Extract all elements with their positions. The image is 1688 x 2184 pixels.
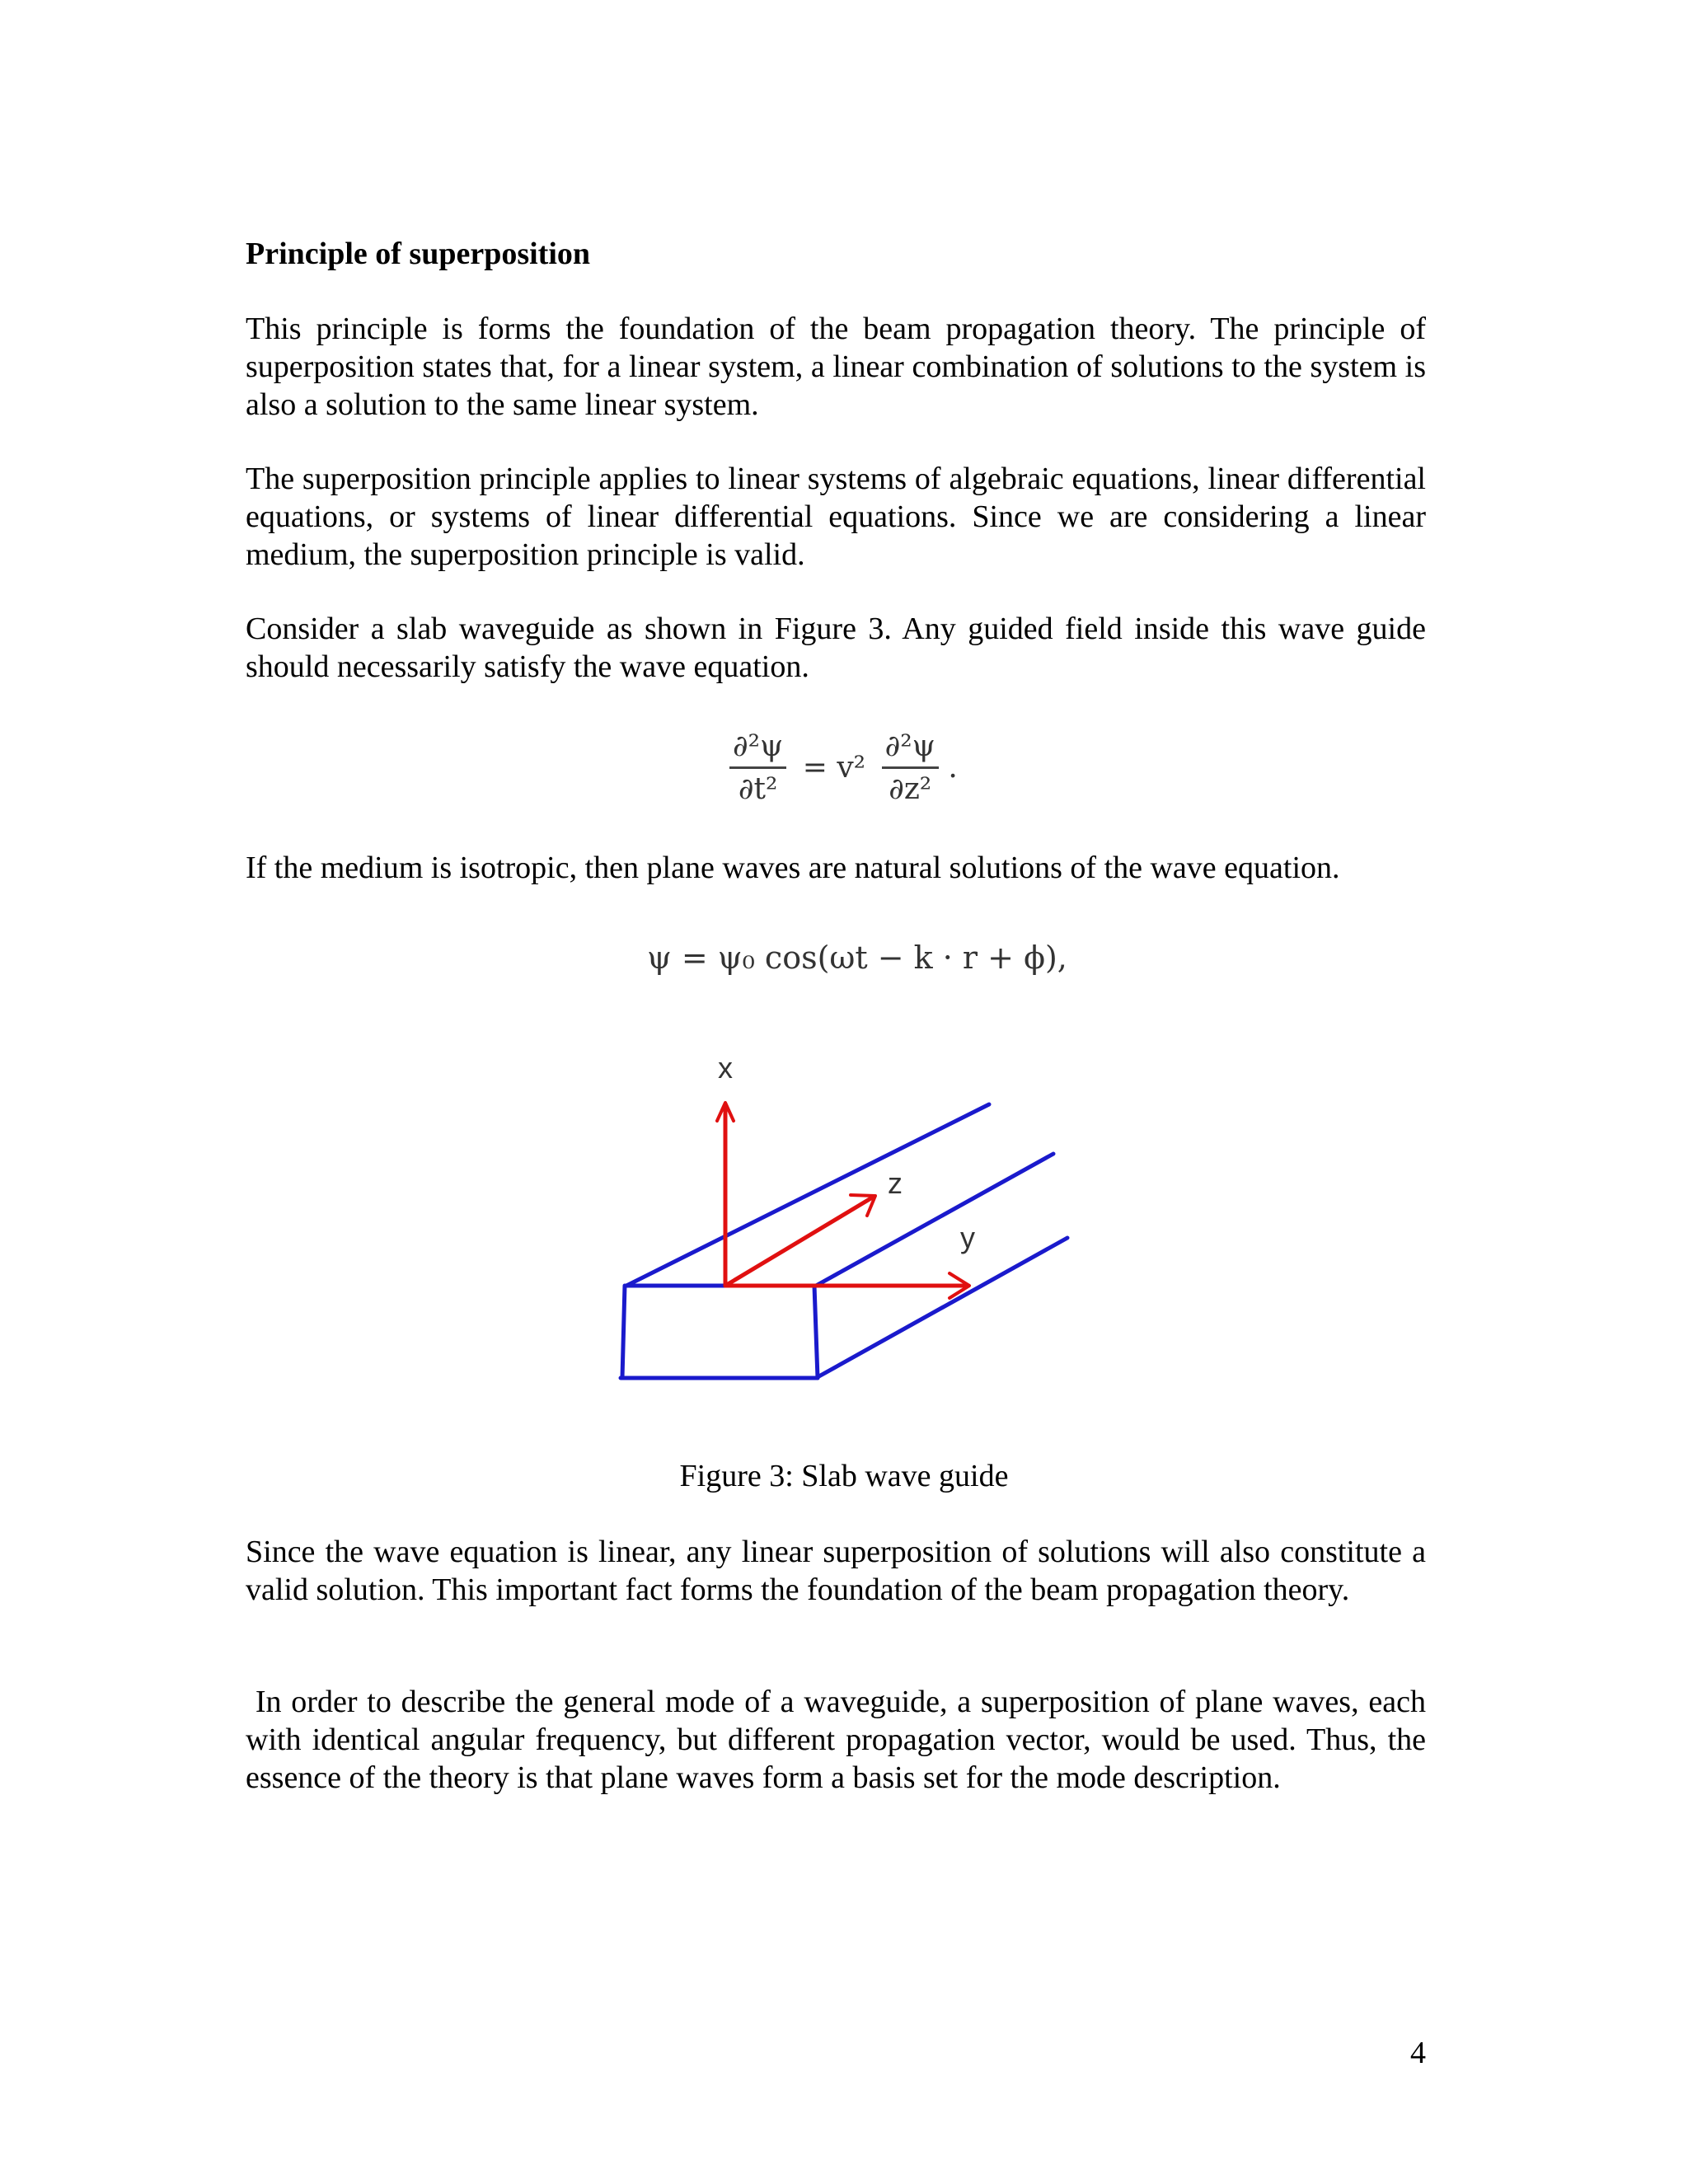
- section-heading: Principle of superposition: [246, 237, 591, 271]
- plane-wave-equation: ψ = ψ₀ cos(ωt − k · r + ϕ),: [647, 940, 1067, 976]
- figure-caption: Figure 3: Slab wave guide: [679, 1459, 1009, 1493]
- x-axis-label: x: [718, 1051, 733, 1085]
- wave-lhs-fraction: [729, 729, 786, 806]
- z-axis-label: z: [888, 1166, 903, 1200]
- paragraph-text: If the medium is isotropic, then plane waves are natural solutions of the wave equation.: [246, 851, 1340, 885]
- paragraph-text: Since the wave equation is linear, any linear superposition of solutions will also constitute a valid solution. This important fact forms the foundation of the beam propagation theory.: [246, 1535, 1426, 1607]
- guide-front-left: [622, 1286, 625, 1378]
- paragraph-5: [246, 1533, 1426, 1609]
- guide-bottom-right-edge: [816, 1238, 1067, 1378]
- paragraph-text: In order to describe the general mode of a waveguide, a superposition of plane waves, each with identical angular frequency, but different propagation vector, would be used. Thus, the essence of the theory is that plane waves form a basis set for the mode description.: [246, 1685, 1434, 1795]
- wave-rhs-numerator: ∂²ψ: [882, 729, 939, 769]
- wave-lhs-denominator: ∂t²: [738, 772, 778, 806]
- paragraph-1: [246, 310, 1426, 424]
- wave-rhs-fraction: [882, 729, 939, 806]
- wave-end: .: [948, 751, 958, 785]
- guide-front-right: [814, 1286, 818, 1378]
- guide-top-left-edge: [626, 1104, 989, 1286]
- wave-rhs-denominator: ∂z²: [889, 772, 932, 806]
- z-axis-line: [725, 1197, 874, 1286]
- paragraph-3: [246, 610, 1426, 686]
- wave-equals: = v²: [802, 751, 866, 785]
- paragraph-text: The superposition principle applies to linear systems of algebraic equations, linear differential equations, or systems of linear differential equations. Since we are considering a linear medium, the superposition principle is valid.: [246, 462, 1426, 572]
- wave-lhs-numerator: ∂²ψ: [729, 729, 786, 769]
- page-number: 4: [1410, 2036, 1426, 2070]
- paragraph-4: [246, 849, 1426, 887]
- y-axis-label: y: [960, 1221, 975, 1254]
- paragraph-2: [246, 460, 1426, 574]
- wave-equation: [729, 729, 958, 806]
- slab-waveguide-figure: [577, 1038, 1121, 1401]
- paragraph-6: [246, 1683, 1434, 1797]
- slab-waveguide-diagram: [577, 1038, 1121, 1401]
- paragraph-text: This principle is forms the foundation of the beam propagation theory. The principle of superposition states that, for a linear system, a linear combination of solutions to the system is also a solution to the same linear system.: [246, 312, 1426, 422]
- paragraph-text: Consider a slab waveguide as shown in Figure 3. Any guided field inside this wave guide should necessarily satisfy the wave equation.: [246, 612, 1426, 684]
